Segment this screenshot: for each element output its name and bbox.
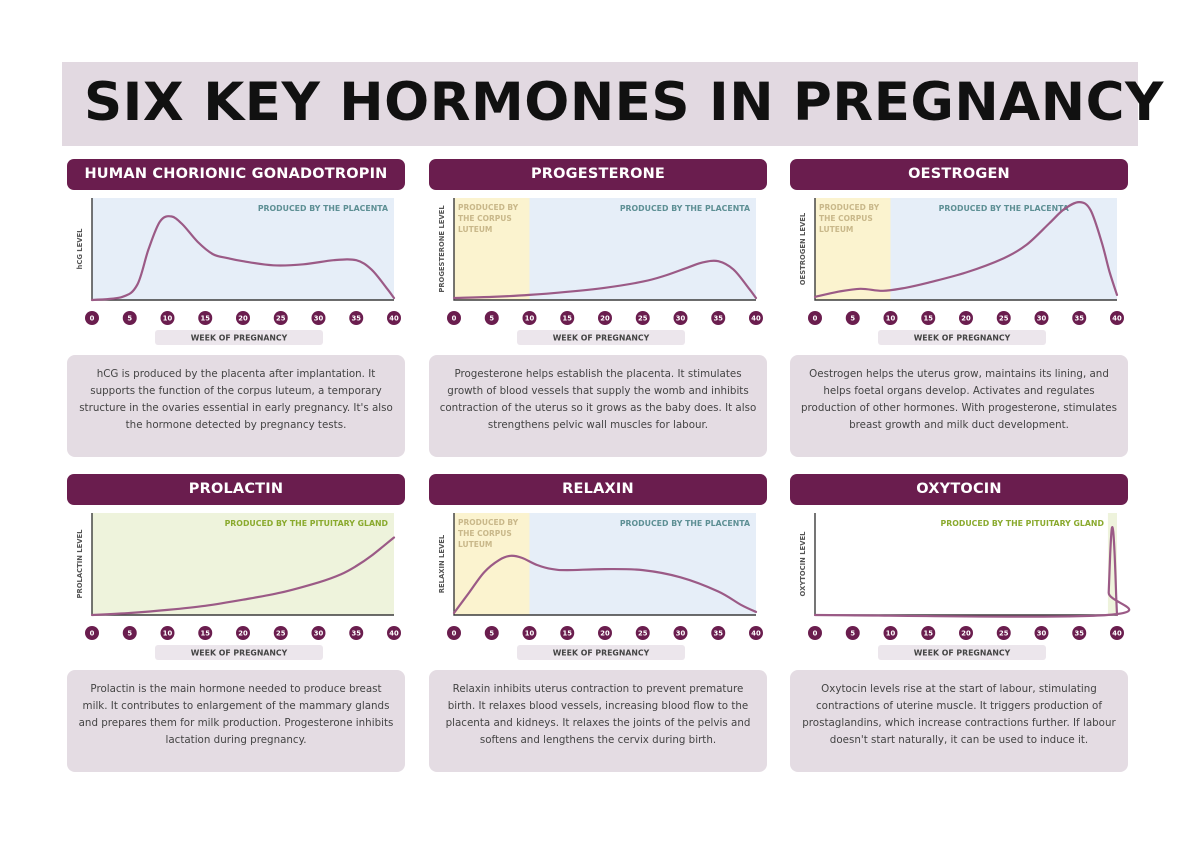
x-tick-label: 30 — [313, 314, 324, 323]
x-tick-label: 5 — [127, 629, 133, 638]
y-axis-label: PROGESTERONE LEVEL — [438, 205, 446, 293]
hormone-panel-oxytocin — [790, 474, 1128, 794]
title-banner — [62, 62, 1164, 146]
region-label — [620, 204, 750, 213]
hcg-chart — [67, 192, 405, 352]
x-tick-label: 30 — [675, 314, 686, 323]
region-label — [941, 519, 1105, 528]
x-tick-label: 20 — [238, 629, 248, 638]
x-tick-label: 0 — [89, 314, 95, 323]
x-tick-label: 15 — [923, 629, 933, 638]
panel-header: OXYTOCIN — [790, 474, 1128, 505]
panel-header: RELAXIN — [429, 474, 767, 505]
prolactin-chart — [67, 507, 405, 667]
x-axis-label: WEEK OF PREGNANCY — [552, 648, 650, 658]
description-box — [67, 355, 405, 457]
x-tick-label: 40 — [389, 629, 399, 638]
description-box — [790, 355, 1128, 457]
x-tick-label: 15 — [200, 629, 210, 638]
description-text: Oestrogen helps the uterus grow, maintains its lining, and helps foetal organs develop. Activates and regulates production of other hormones. With progesterone, stimulates breast growth and milk duct development. — [801, 368, 1117, 431]
x-tick-label: 35 — [1074, 314, 1084, 323]
x-tick-label: 40 — [751, 629, 761, 638]
region-label — [620, 519, 750, 528]
hormone-panel-hcg — [67, 159, 405, 479]
description-text: Relaxin inhibits uterus contraction to prevent premature birth. It relaxes blood vessels, increasing blood flow to the placenta and kidneys. It relaxes the joints of the pelvis and softens and lengthens the cervix during birth. — [445, 683, 751, 746]
x-tick-label: 0 — [451, 314, 457, 323]
x-tick-label: 35 — [1074, 629, 1084, 638]
region-label — [225, 519, 389, 528]
progesterone-chart — [429, 192, 767, 352]
x-tick-label: 5 — [850, 314, 856, 323]
x-tick-label: 5 — [489, 314, 495, 323]
x-tick-label: 25 — [999, 314, 1009, 323]
svg-text:LUTEUM: LUTEUM — [458, 540, 493, 549]
x-axis-label: WEEK OF PREGNANCY — [913, 333, 1011, 343]
svg-text:THE CORPUS: THE CORPUS — [458, 529, 512, 538]
svg-text:LUTEUM: LUTEUM — [458, 225, 493, 234]
description-text: hCG is produced by the placenta after implantation. It supports the function of the corpus luteum, a temporary structure in the ovaries essential in early pregnancy. It's also the hormone detected by pregnancy tests. — [79, 368, 393, 431]
x-tick-label: 35 — [351, 629, 361, 638]
x-tick-label: 15 — [923, 314, 933, 323]
x-tick-label: 0 — [812, 629, 818, 638]
x-tick-label: 0 — [451, 629, 457, 638]
x-tick-label: 30 — [1036, 629, 1047, 638]
x-tick-label: 20 — [600, 629, 610, 638]
x-tick-label: 5 — [127, 314, 133, 323]
x-tick-label: 25 — [276, 629, 286, 638]
description-text: Oxytocin levels rise at the start of labour, stimulating contractions of uterine muscle. It triggers production of prostaglandins, which increase contractions further. If labour doesn't start naturally, it can be used to induce it. — [802, 683, 1116, 746]
svg-text:PRODUCED BY: PRODUCED BY — [819, 203, 880, 212]
panel-header: PROLACTIN — [67, 474, 405, 505]
panel-header: HUMAN CHORIONIC GONADOTROPIN — [67, 159, 405, 190]
x-tick-label: 0 — [89, 629, 95, 638]
svg-text:PRODUCED BY THE PLACENTA: PRODUCED BY THE PLACENTA — [938, 204, 1069, 213]
description-box — [67, 670, 405, 772]
svg-text:PRODUCED BY THE PITUITARY GLAN: PRODUCED BY THE PITUITARY GLAND — [940, 519, 1104, 528]
hormone-panel-prolactin — [67, 474, 405, 794]
description-box — [429, 670, 767, 772]
svg-text:PRODUCED BY THE PITUITARY GLAN: PRODUCED BY THE PITUITARY GLAND — [224, 519, 388, 528]
page-title: SIX KEY HORMONES IN PREGNANCY — [84, 72, 1164, 133]
x-tick-label: 40 — [751, 314, 761, 323]
panel-header: PROGESTERONE — [429, 159, 767, 190]
x-tick-label: 10 — [524, 629, 535, 638]
svg-text:PRODUCED BY THE PLACENTA: PRODUCED BY THE PLACENTA — [257, 204, 388, 213]
svg-text:PRODUCED BY THE PLACENTA: PRODUCED BY THE PLACENTA — [619, 204, 750, 213]
x-tick-label: 35 — [713, 629, 723, 638]
relaxin-chart — [429, 507, 767, 667]
x-axis-label: WEEK OF PREGNANCY — [190, 648, 288, 658]
svg-text:LUTEUM: LUTEUM — [819, 225, 854, 234]
x-tick-label: 20 — [600, 314, 610, 323]
x-tick-label: 10 — [885, 629, 896, 638]
x-tick-label: 15 — [562, 629, 572, 638]
description-box — [429, 355, 767, 457]
hormone-panel-progesterone — [429, 159, 767, 479]
x-tick-label: 35 — [351, 314, 361, 323]
x-tick-label: 5 — [850, 629, 856, 638]
x-tick-label: 25 — [638, 629, 648, 638]
oestrogen-chart — [790, 192, 1128, 352]
y-axis-label: PROLACTIN LEVEL — [76, 529, 84, 599]
description-box — [790, 670, 1128, 772]
x-axis-label: WEEK OF PREGNANCY — [552, 333, 650, 343]
x-axis-label: WEEK OF PREGNANCY — [190, 333, 288, 343]
oxytocin-chart — [790, 507, 1128, 667]
region-placenta — [530, 513, 757, 615]
panel-header: OESTROGEN — [790, 159, 1128, 190]
svg-text:PRODUCED BY THE PLACENTA: PRODUCED BY THE PLACENTA — [619, 519, 750, 528]
x-tick-label: 0 — [812, 314, 818, 323]
x-tick-label: 15 — [562, 314, 572, 323]
region-label — [258, 204, 388, 213]
x-tick-label: 15 — [200, 314, 210, 323]
x-tick-label: 10 — [162, 629, 173, 638]
y-axis-label: hCG LEVEL — [76, 228, 84, 270]
svg-text:PRODUCED BY: PRODUCED BY — [458, 518, 519, 527]
x-tick-label: 25 — [999, 629, 1009, 638]
svg-text:THE CORPUS: THE CORPUS — [819, 214, 873, 223]
hormone-panel-relaxin — [429, 474, 767, 794]
y-axis-label: OESTROGEN LEVEL — [799, 212, 807, 286]
x-tick-label: 20 — [238, 314, 248, 323]
description-text: Prolactin is the main hormone needed to produce breast milk. It contributes to enlargement of the mammary glands and prepares them for milk production. Progesterone inhibits lactation during pregnancy. — [78, 683, 394, 746]
hormone-curve — [815, 527, 1129, 616]
x-tick-label: 40 — [1112, 314, 1122, 323]
y-axis-label: RELAXIN LEVEL — [438, 534, 446, 594]
description-text: Progesterone helps establish the placenta. It stimulates growth of blood vessels that supply the womb and inhibits contraction of the uterus so it grows as the baby does. It also strengthens pelvic wall muscles for labour. — [439, 368, 757, 431]
x-tick-label: 25 — [638, 314, 648, 323]
x-tick-label: 30 — [675, 629, 686, 638]
y-axis-label: OXYTOCIN LEVEL — [799, 531, 807, 597]
region-label — [939, 204, 1069, 213]
x-tick-label: 40 — [1112, 629, 1122, 638]
x-tick-label: 40 — [389, 314, 399, 323]
svg-text:PRODUCED BY: PRODUCED BY — [458, 203, 519, 212]
x-tick-label: 5 — [489, 629, 495, 638]
x-tick-label: 10 — [524, 314, 535, 323]
x-tick-label: 10 — [885, 314, 896, 323]
hormone-panel-oestrogen — [790, 159, 1128, 479]
x-axis-label: WEEK OF PREGNANCY — [913, 648, 1011, 658]
x-tick-label: 25 — [276, 314, 286, 323]
svg-text:THE CORPUS: THE CORPUS — [458, 214, 512, 223]
x-tick-label: 20 — [961, 314, 971, 323]
x-tick-label: 30 — [313, 629, 324, 638]
x-tick-label: 10 — [162, 314, 173, 323]
x-tick-label: 30 — [1036, 314, 1047, 323]
x-tick-label: 20 — [961, 629, 971, 638]
axes — [815, 513, 1117, 615]
region-placenta — [530, 198, 757, 300]
x-tick-label: 35 — [713, 314, 723, 323]
